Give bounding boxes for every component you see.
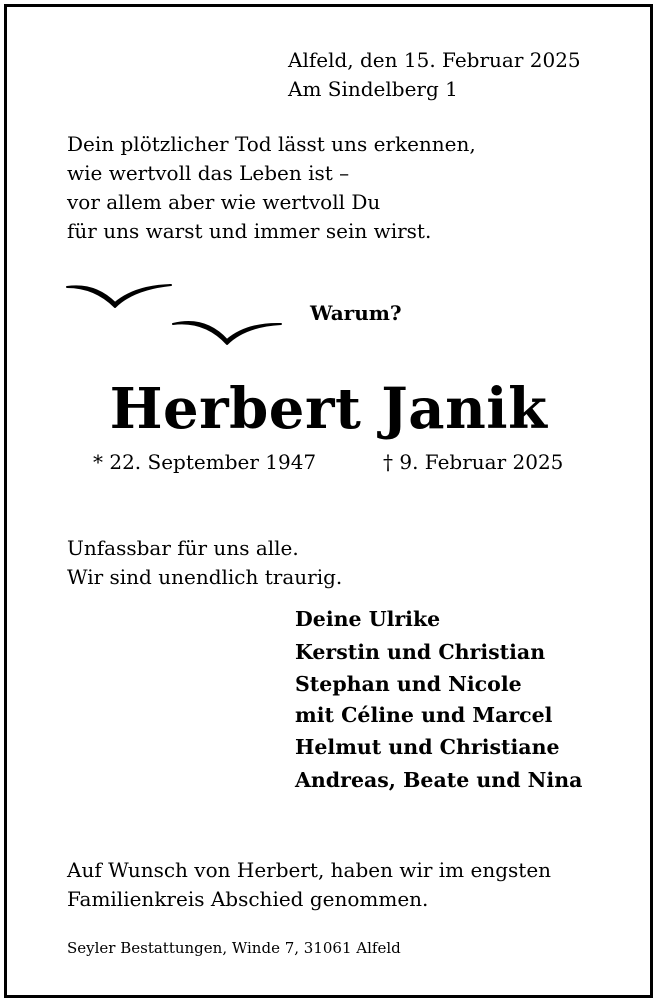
mourner: Andreas, Beate und Nina: [295, 768, 583, 792]
verse: [67, 130, 476, 246]
funeral-home-footer: Seyler Bestattungen, Winde 7, 31061 Alfeld: [67, 939, 401, 957]
mourner: Stephan und Nicole: [295, 672, 522, 696]
verse-line: Dein plötzlicher Tod lässt uns erkennen,: [67, 132, 476, 156]
obituary-notice: [4, 4, 653, 998]
grief-text: [67, 534, 342, 592]
mourners-list: [295, 603, 582, 797]
closing-text: Auf Wunsch von Herbert, haben wir im engsten Familienkreis Abschied genommen.: [67, 858, 552, 911]
place-date-header: [288, 46, 581, 104]
grief-line: Unfassbar für uns alle.: [67, 536, 299, 560]
deceased-name: Herbert Janik: [109, 376, 548, 442]
mourner: Kerstin und Christian: [295, 640, 546, 664]
bird-icon: [65, 277, 175, 313]
grief-line: Wir sind unendlich traurig.: [67, 565, 343, 589]
bird-icon: [171, 314, 283, 350]
verse-line: wie wertvoll das Leben ist –: [67, 161, 350, 185]
death-date: † 9. Februar 2025: [383, 450, 564, 474]
address-line: Am Sindelberg 1: [288, 77, 458, 101]
verse-line: vor allem aber wie wertvoll Du: [67, 190, 381, 214]
verse-line: für uns warst und immer sein wirst.: [67, 219, 432, 243]
question-text: Warum?: [310, 301, 402, 325]
mourner: Deine Ulrike: [295, 607, 441, 631]
date-line: Alfeld, den 15. Februar 2025: [288, 48, 581, 72]
mourner: Helmut und Christiane: [295, 735, 560, 759]
mourner: mit Céline und Marcel: [295, 703, 553, 727]
birth-date: * 22. September 1947: [93, 450, 317, 474]
